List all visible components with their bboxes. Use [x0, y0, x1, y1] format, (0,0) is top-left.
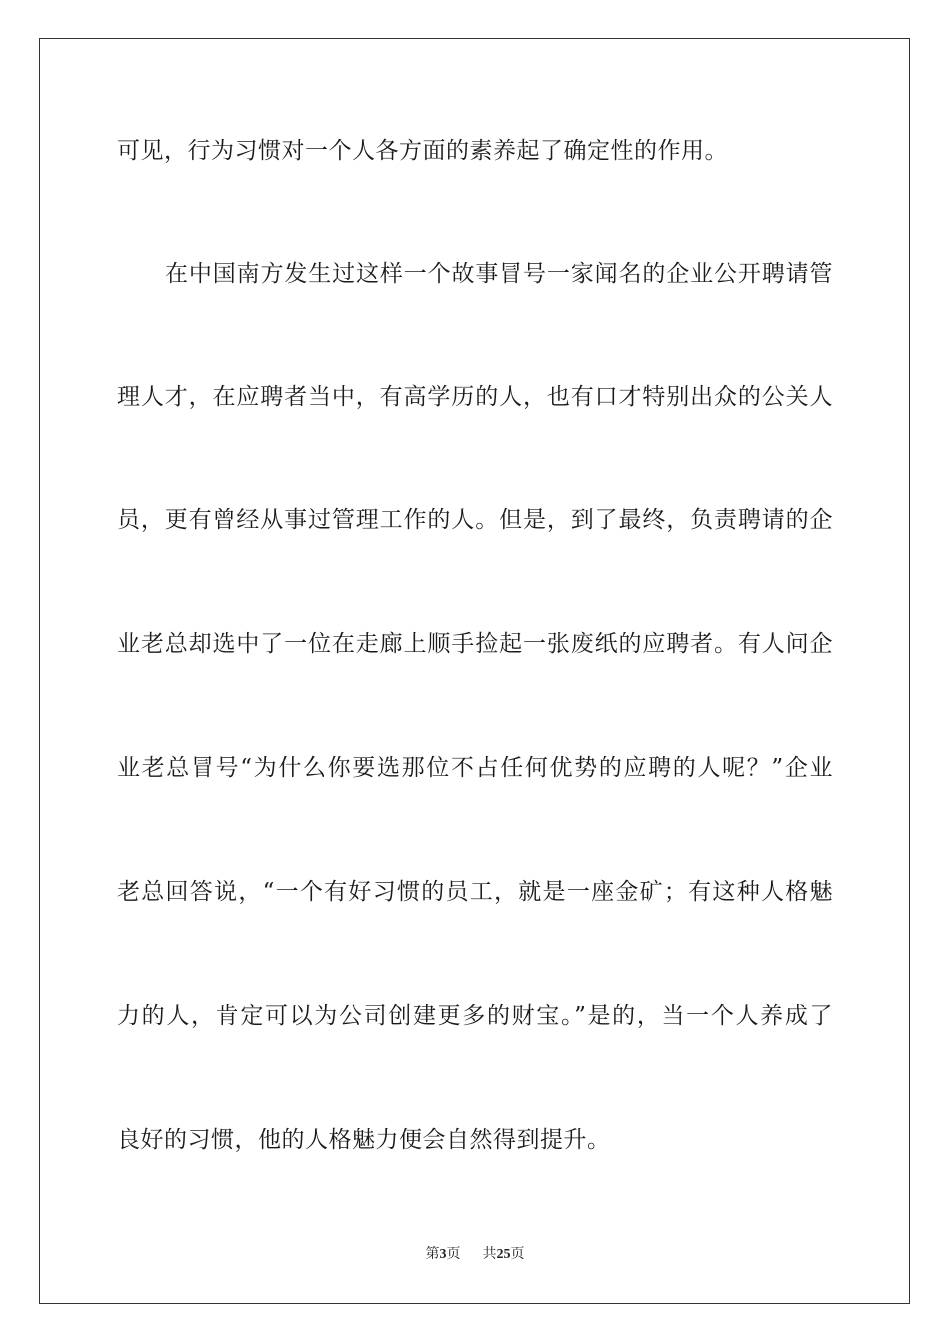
page-footer: [0, 1243, 950, 1263]
page-suffix: 页: [446, 1247, 461, 1262]
text-line-3: 理人才，在应聘者当中，有高学历的人，也有口才特别出众的公关人: [117, 384, 833, 410]
text-line-9: 良好的习惯，他的人格魅力便会自然得到提升。: [117, 1127, 611, 1153]
page-prefix: 第: [425, 1247, 440, 1262]
text-line-4: 员，更有曾经从事过管理工作的人。但是，到了最终，负责聘请的企: [117, 507, 833, 533]
total-prefix: 共: [482, 1247, 497, 1262]
text-line-5: 业老总却选中了一位在走廊上顺手捡起一张废纸的应聘者。有人问企: [117, 631, 833, 657]
total-pages: 25: [496, 1247, 511, 1262]
total-suffix: 页: [510, 1247, 525, 1262]
text-line-2: 在中国南方发生过这样一个故事冒号一家闻名的企业公开聘请管: [165, 261, 833, 287]
text-line-6: 业老总冒号“为什么你要选那位不占任何优势的应聘的人呢？”企业: [117, 755, 833, 781]
text-line-1: 可见，行为习惯对一个人各方面的素养起了确定性的作用。: [117, 138, 728, 164]
page-number: 3: [439, 1247, 447, 1262]
page-border: [39, 38, 910, 1304]
text-line-8: 力的人，肯定可以为公司创建更多的财宝。”是的，当一个人养成了: [117, 1003, 833, 1029]
text-line-7: 老总回答说，“一个有好习惯的员工，就是一座金矿；有这种人格魅: [117, 879, 833, 905]
